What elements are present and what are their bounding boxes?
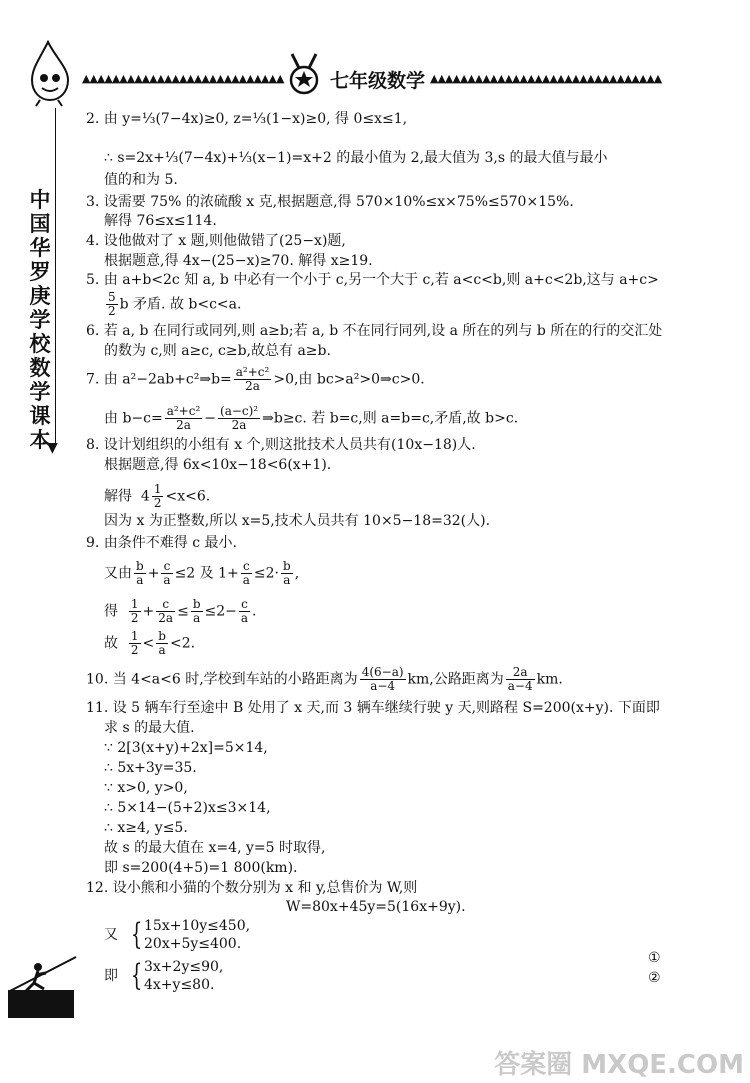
q8-line1: 8. 设计划组织的小组有 x 个,则这批技术人员共有(10x−18)人.	[86, 437, 476, 453]
q3-line1: 3. 设需要 75% 的浓硫酸 x 克,根据题意,得 570×10%≤x×75%≤570×15%.	[86, 194, 574, 210]
q11-line5: ∵ x>0, y>0,	[104, 780, 188, 796]
q7-line1: 7. 由 a²−2ab+c²⇒b= $\frac{\text{a²+c²}}{2a}$ >0,由 bc>a²>0⇒c>0.	[86, 365, 425, 393]
header-decor-left: ▲▲▲▲▲▲▲▲▲▲▲▲▲▲▲▲▲▲▲▲▲▲▲▲▲▲▲	[82, 72, 284, 85]
page-title: 七年级数学	[330, 70, 426, 92]
q2-line2: ∴ s=2x+⅓(7−4x)+⅓(x−1)=x+2 的最小值为 2,最大值为 3,s 的最大值与最小	[104, 150, 608, 166]
q11-line4: ∴ 5x+3y=35.	[104, 760, 197, 776]
medal-icon	[284, 52, 324, 100]
q3-line2: 解得 76≤x≤114.	[104, 213, 217, 229]
side-arrow-icon: ▼	[47, 440, 58, 456]
q9-line1: 9. 由条件不难得 c 最小.	[86, 535, 237, 551]
q11-line3: ∵ 2[3(x+y)+2x]=5×14,	[104, 740, 268, 756]
q6-line1: 6. 若 a, b 在同行或同列,则 a≥b;若 a, b 不在同行同列,设 a 所在的列与 b 所在的行的交汇处	[86, 323, 663, 339]
q4-line1: 4. 设他做对了 x 题,则他做错了(25−x)题,	[86, 233, 346, 249]
q11-line7: ∴ x≥4, y≤5.	[104, 820, 188, 836]
q12-line1: 12. 设小熊和小猫的个数分别为 x 和 y,总售价为 W,则	[86, 880, 418, 896]
q7-line2: 由 b−c= $\frac{\text{a²+c²}}{2a}$ − $\frac{\text{(a−c)²}}{2a}$ ⇒b≥c. 若 b=c,则 a=b=c,矛盾,故 b>c.	[104, 404, 519, 432]
q6-line2: 的数为 c,则 a≥c, c≥b,故总有 a≥b.	[104, 343, 331, 359]
q11-line6: ∴ 5×14−(5+2)x≤3×14,	[104, 800, 271, 816]
watermark: 答案圈 MXQE.COM	[494, 1050, 744, 1080]
q5-line2: $\frac{5}{2}$ b 矛盾. 故 b<c<a.	[108, 290, 242, 318]
eq-marker-2: ②	[648, 970, 661, 986]
q2-line3: 值的和为 5.	[104, 172, 178, 188]
q12-line2: W=80x+45y=5(16x+9y).	[286, 899, 466, 915]
q9-line3: 得 $\frac{1}{2}$ + $\frac{c}{2a}$ ≤ $\frac{b}{a}$ ≤2− $\frac{c}{a}$ .	[104, 597, 257, 625]
q9-line2: 又由 $\frac{b}{a}$ + $\frac{c}{a}$ ≤2 及 1+ $\frac{c}{a}$ ≤2· $\frac{b}{a}$ ,	[104, 559, 300, 587]
header-decor-right: ▲▲▲▲▲▲▲▲▲▲▲▲▲▲▲▲▲▲▲▲▲▲▲▲▲▲▲▲▲▲▲	[430, 72, 662, 85]
mascot-drop-icon	[18, 38, 80, 112]
q11-line9: 即 s=200(4+5)=1 800(km).	[104, 860, 298, 876]
q11-line1: 11. 设 5 辆车行至途中 B 处用了 x 天,而 3 辆车继续行驶 y 天,则路程 S=200(x+y). 下面即	[86, 700, 660, 716]
q12-system2: 即 { 3x+2y≤90, 4x+y≤80.	[104, 958, 224, 993]
q11-line8: 故 s 的最大值在 x=4, y=5 时取得,	[104, 840, 326, 856]
q11-line2: 求 s 的最大值.	[104, 720, 195, 736]
q8-line3: 解得 4 $\frac{1}{2}$ <x<6.	[104, 482, 211, 510]
side-rule	[55, 108, 56, 443]
q8-line2: 根据题意,得 6x<10x−18<6(x+1).	[104, 457, 332, 473]
q4-line2: 根据题意,得 4x−(25−x)≥70. 解得 x≥19.	[104, 253, 373, 269]
q10-line: 10. 当 4<a<6 时,学校到车站的小路距离为 $\frac{4(6-a)}{a-4}$ km,公路距离为 $\frac{2a}{a-4}$ km.	[86, 665, 563, 693]
q9-line4: 故 $\frac{1}{2}$ < $\frac{b}{a}$ <2.	[104, 629, 196, 657]
q8-line4: 因为 x 为正整数,所以 x=5,技术人员共有 10×5−18=32(人).	[104, 513, 491, 529]
side-book-title: 中国华罗庚学校数学课本	[29, 188, 51, 452]
eq-marker-1: ①	[648, 950, 661, 966]
q5-line1: 5. 由 a+b<2c 知 a, b 中必有一个小于 c,另一个大于 c,若 a<c<b,则 a+c<2b,这与 a+c>	[86, 272, 659, 288]
page-number-block	[8, 990, 74, 1018]
q2-line1: 2. 由 y=⅓(7−4x)≥0, z=⅓(1−x)≥0, 得 0≤x≤1,	[86, 111, 408, 127]
q12-system1: 又 { 15x+10y≤450, 20x+5y≤400.	[104, 917, 251, 952]
q5-fraction: $\frac{5}{2}$	[108, 290, 116, 318]
